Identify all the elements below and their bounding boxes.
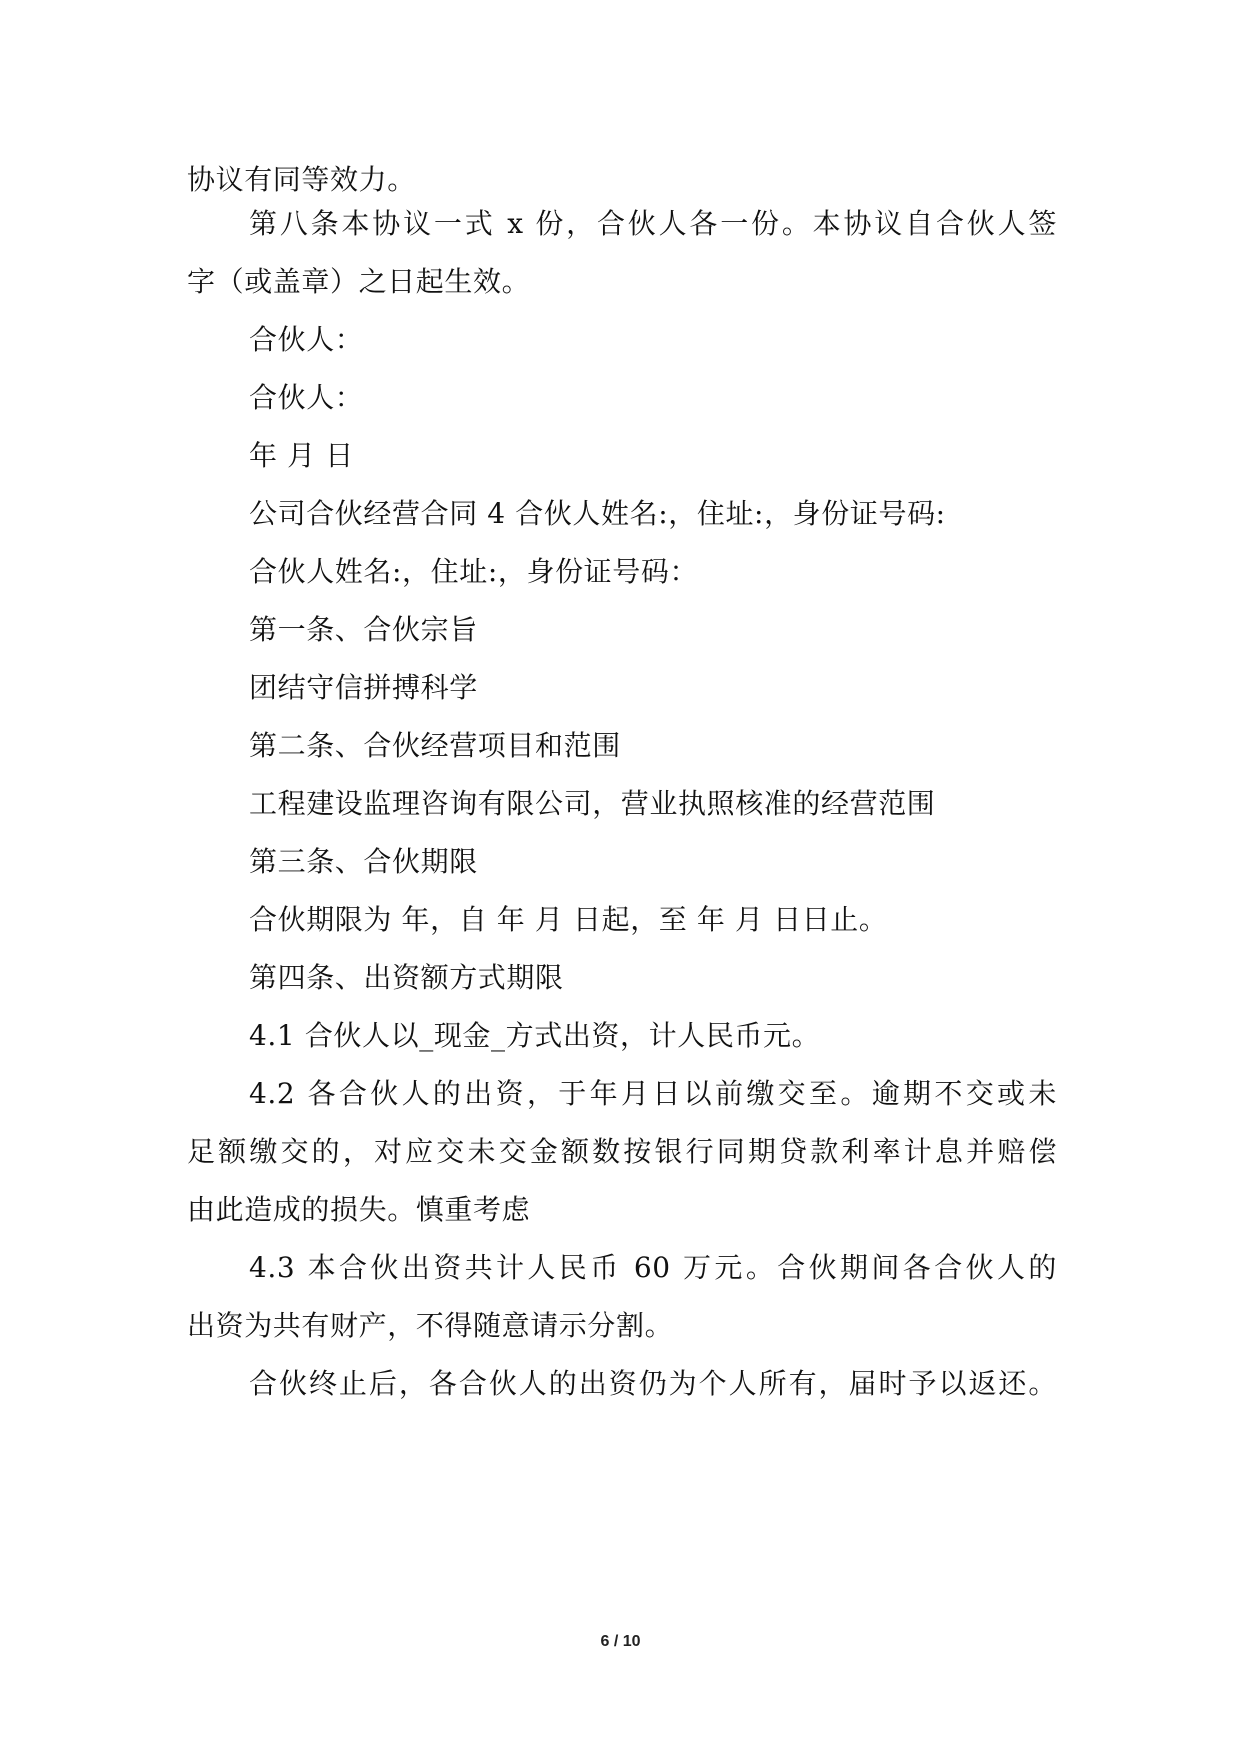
text-line: 合伙终止后，各合伙人的出资仍为个人所有，届时予以返还。 bbox=[249, 1367, 1057, 1400]
section-heading: 第二条、合伙经营项目和范围 bbox=[249, 729, 621, 762]
text-line: 团结守信拼搏科学 bbox=[249, 671, 478, 704]
text-line: 工程建设监理咨询有限公司，营业执照核准的经营范围 bbox=[249, 787, 936, 820]
section-heading: 第四条、出资额方式期限 bbox=[249, 961, 564, 994]
text-line: 协议有同等效力。 bbox=[187, 163, 416, 196]
section-heading: 第一条、合伙宗旨 bbox=[249, 613, 478, 646]
page-number: 6 / 10 bbox=[600, 1633, 641, 1650]
text-line: 字（或盖章）之日起生效。 bbox=[187, 265, 531, 298]
text-line: 4.2 各合伙人的出资，于年月日以前缴交至。逾期不交或未 bbox=[249, 1077, 1057, 1110]
text-line: 合伙人： bbox=[249, 381, 364, 414]
text-line: 出资为共有财产，不得随意请示分割。 bbox=[187, 1309, 674, 1342]
text-line: 合伙人： bbox=[249, 323, 364, 356]
text-line: 由此造成的损失。慎重考虑 bbox=[187, 1193, 531, 1226]
text-line: 公司合伙经营合同 4 合伙人姓名:，住址:，身份证号码: bbox=[249, 497, 946, 530]
text-line: 合伙人姓名:，住址:，身份证号码： bbox=[249, 555, 699, 588]
text-line: 合伙期限为 年，自 年 月 日起，至 年 月 日日止。 bbox=[249, 903, 888, 936]
section-heading: 第三条、合伙期限 bbox=[249, 845, 478, 878]
text-line: 年 月 日 bbox=[249, 439, 354, 472]
text-line: 4.3 本合伙出资共计人民币 60 万元。合伙期间各合伙人的 bbox=[249, 1251, 1057, 1284]
text-line: 4.1 合伙人以_现金_方式出资，计人民币元。 bbox=[249, 1019, 821, 1052]
text-line: 第八条本协议一式 x 份，合伙人各一份。本协议自合伙人签 bbox=[249, 207, 1057, 240]
text-line: 足额缴交的，对应交未交金额数按银行同期贷款利率计息并赔偿 bbox=[187, 1135, 1057, 1168]
